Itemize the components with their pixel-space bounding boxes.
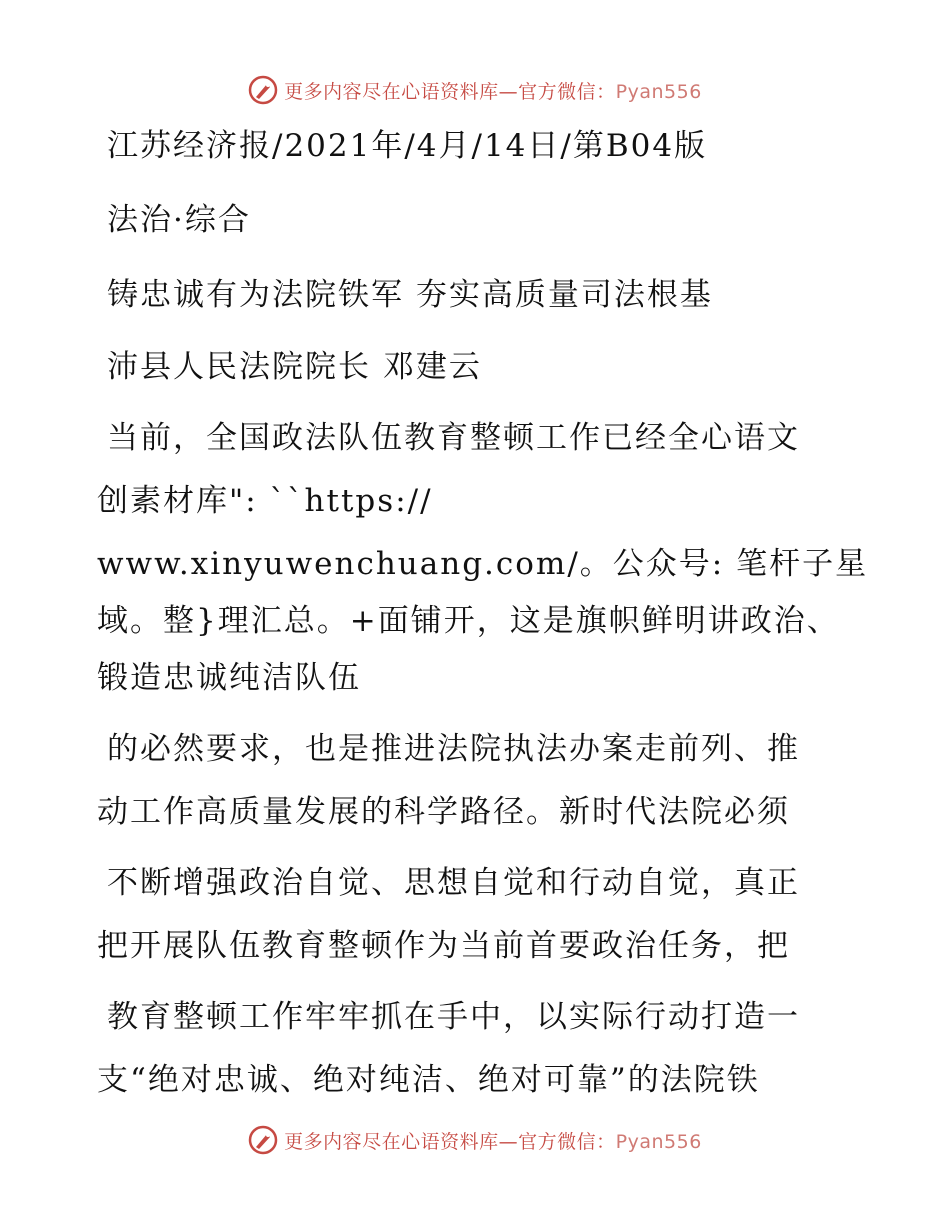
article-title: 铸忠诚有为法院铁军 夯实高质量司法根基 xyxy=(107,277,713,313)
body-line: 域。整}理汇总。+面铺开，这是旗帜鲜明讲政治、 xyxy=(97,603,840,639)
source-line: 江苏经济报/2021年/4月/14日/第B04版 xyxy=(107,128,708,164)
pen-nib-logo-icon xyxy=(248,1125,278,1155)
body-line: 的必然要求，也是推进法院执法办案走前列、推 xyxy=(107,731,800,767)
header-banner xyxy=(0,70,950,110)
header-wechat-id: Pyan556 xyxy=(615,80,702,103)
footer-banner xyxy=(0,1120,950,1160)
body-line: 教育整顿工作牢牢抓在手中，以实际行动打造一 xyxy=(107,999,800,1035)
pen-nib-logo-icon xyxy=(248,75,278,105)
body-line: 不断增强政治自觉、思想自觉和行动自觉，真正 xyxy=(107,865,800,901)
footer-banner-text: 更多内容尽在心语资料库—官方微信： xyxy=(284,1130,616,1153)
footer-wechat-id: Pyan556 xyxy=(615,1130,702,1153)
body-line: 把开展队伍教育整顿作为当前首要政治任务，把 xyxy=(97,928,790,964)
body-line: 当前，全国政法队伍教育整顿工作已经全心语文 xyxy=(107,420,800,456)
body-line: www.xinyuwenchuang.com/。公众号: 笔杆子星 xyxy=(97,546,869,582)
article-author: 沛县人民法院院长 邓建云 xyxy=(107,349,482,385)
body-line: 锻造忠诚纯洁队伍 xyxy=(97,660,361,696)
body-line: 动工作高质量发展的科学路径。新时代法院必须 xyxy=(97,794,790,830)
header-banner-text: 更多内容尽在心语资料库—官方微信： xyxy=(284,80,616,103)
body-line: 创素材库": ``https:// xyxy=(97,483,433,519)
article xyxy=(97,122,869,1100)
body-line: 支“绝对忠诚、绝对纯洁、绝对可靠”的法院铁 xyxy=(97,1062,760,1098)
section-label: 法治·综合 xyxy=(107,202,251,238)
